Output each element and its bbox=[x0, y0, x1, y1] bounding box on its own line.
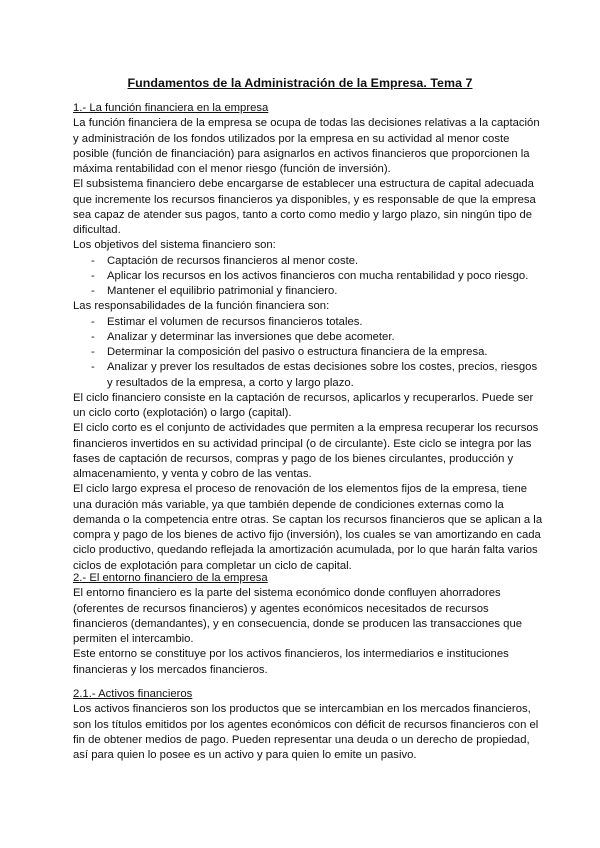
objectives-list bbox=[73, 254, 543, 300]
objective-item: - Mantener el equilibrio patrimonial y financiero. bbox=[73, 284, 543, 299]
page-title: Fundamentos de la Administración de la Empresa. Tema 7 bbox=[127, 76, 473, 90]
section-2-1-paragraph-1: Los activos financieros son los productos que se intercambian en los mercados financieros, son los títulos emitidos por los agentes económicos con déficit de recursos financieros con el fin de obtener medios de pago. Pueden representar una deuda o un derecho de propiedad, así para quien lo posee es un activo y para quien lo emite un pasivo. bbox=[73, 703, 539, 761]
section-2-paragraph-2: Este entorno se constituye por los activos financieros, los intermediarios e instituciones financieras y los mercados financieros. bbox=[73, 648, 509, 676]
responsibility-item: - Analizar y determinar las inversiones que debe acometer. bbox=[73, 330, 543, 345]
section-1 bbox=[73, 101, 543, 574]
section-1-heading: 1.- La función financiera en la empresa bbox=[73, 102, 269, 114]
responsibilities-intro: Las responsabilidades de la función financiera son: bbox=[73, 300, 330, 313]
objectives-intro: Los objetivos del sistema financiero son: bbox=[73, 239, 276, 252]
objective-item: - Captación de recursos financieros al menor coste. bbox=[73, 254, 543, 269]
objective-item: - Aplicar los recursos en los activos financieros con mucha rentabilidad y poco riesgo. bbox=[73, 269, 543, 284]
section-2-paragraph-1: El entorno financiero es la parte del sistema económico donde confluyen ahorradores (oferentes de recursos financieros) y agentes económicos necesitados de recursos financieros (demandantes), y en consecuencia, donde se producen las transacciones que permiten el intercambio. bbox=[73, 587, 523, 645]
section-2-heading: 2.- El entorno financiero de la empresa bbox=[73, 572, 268, 584]
responsibility-item: - Determinar la composición del pasivo o estructura financiera de la empresa. bbox=[73, 345, 543, 360]
section-2 bbox=[73, 571, 543, 678]
section-2-1-heading: 2.1.- Activos financieros bbox=[73, 688, 193, 700]
section-1-paragraph-4: El ciclo corto es el conjunto de actividades que permiten a la empresa recuperar los recursos financieros invertidos en su actividad principal (o de circulante). Este ciclo se integra por las fases de captación de recursos, compras y pago de los bienes circulantes, producción y almacenamiento, y venta y cobro de las ventas. bbox=[73, 422, 539, 480]
section-1-paragraph-2: El subsistema financiero debe encargarse de establecer una estructura de capital adecuada que incremente los recursos financieros ya disponibles, y es responsable de que la empresa sea capaz de atender sus pagos, tanto a corto como medio y largo plazo, sin ningún tipo de dificultad. bbox=[73, 178, 536, 236]
section-1-paragraph-3: El ciclo financiero consiste en la captación de recursos, aplicarlos y recuperarlos. Puede ser un ciclo corto (explotación) o largo (capital). bbox=[73, 391, 534, 419]
responsibility-item: - Analizar y prever los resultados de estas decisiones sobre los costes, precios, riesgos y resultados de la empresa, a corto y largo plazo. bbox=[73, 360, 543, 391]
section-1-paragraph-1: La función financiera de la empresa se ocupa de todas las decisiones relativas a la captación y administración de los fondos utilizados por la empresa en su actividad al menor coste posible (función de financiación) para asignarlos en activos financieros que proporcionen la máxima rentabilidad con el menor riesgo (función de inversión). bbox=[73, 117, 540, 175]
responsibility-item: - Estimar el volumen de recursos financieros totales. bbox=[73, 315, 543, 330]
section-2-1 bbox=[73, 687, 543, 763]
section-1-paragraph-5: El ciclo largo expresa el proceso de renovación de los elementos fijos de la empresa, tiene una duración más variable, ya que también depende de condiciones externas como la demanda o la competencia entre otras. Se captan los recursos financieros que se aplican a la compra y pago de los bienes de activo fijo (inversión), los cuales se van amortizando en cada ciclo productivo, quedando reflejada la amortización acumulada, por lo que harán falta varios ciclos de explotación para completar un ciclo de capital. bbox=[73, 483, 543, 572]
responsibilities-list bbox=[73, 315, 543, 391]
